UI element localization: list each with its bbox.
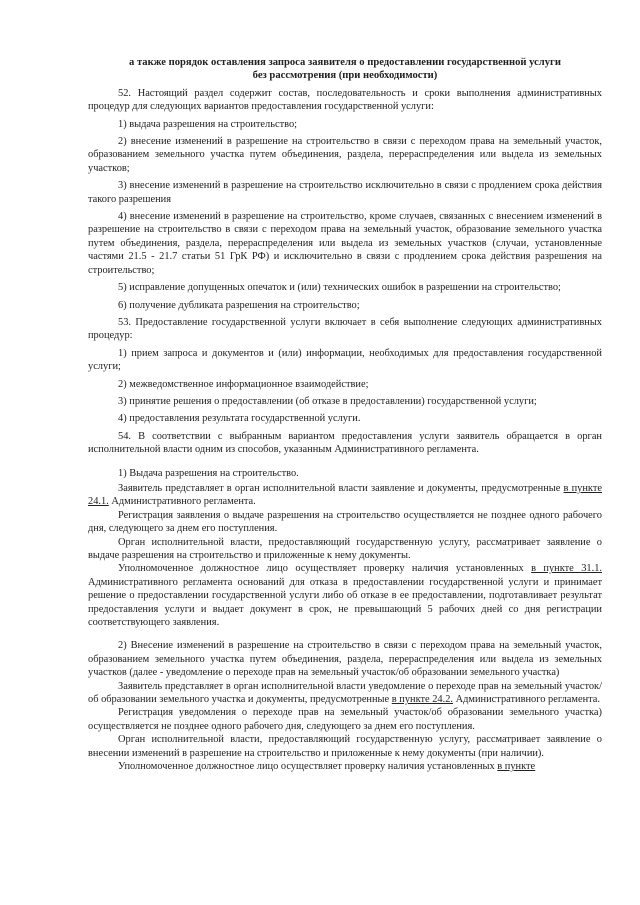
- paragraph-52: 52. Настоящий раздел содержит состав, последовательность и сроки выполнения административных процедур для следующих вариантов предоставления государственной услуги:: [88, 87, 602, 113]
- text: Административного регламента оснований для отказа в предоставлении государственной услуги и принимает решение о предоставлении государственной услуги либо об отказе в ее предоставлении, подготавливает результат предоставления услуги и выдает документ в срок, не превышающий 5 рабочих дней со дня регистрации соответствующего заявления.: [88, 576, 602, 629]
- variant-2: 2) внесение изменений в разрешение на строительство в связи с переходом права на земельный участок, образованием земельного участка путем объединения, раздела, перераспределения или выдела из земельных участков;: [88, 136, 602, 174]
- section-heading-line-2: без рассмотрения (при необходимости): [252, 70, 438, 82]
- text: Уполномоченное должностное лицо осуществляет проверку наличия установленных: [118, 761, 498, 773]
- link-item-24-1[interactable]: в пункте 24.1.: [88, 482, 602, 508]
- subsection-2-paragraph-1: [88, 680, 602, 707]
- procedure-2: 2) межведомственное информационное взаимодействие;: [118, 378, 369, 390]
- subsection-2-title: 2) Внесение изменений в разрешение на строительство в связи с переходом права на земельный участок, образованием земельного участка путем объединения, раздела, перераспределения или выдела из земельных участков (далее - уведомление о переходе прав на земельный участок/об образовании земельного участка): [88, 640, 602, 679]
- subsection-2-paragraph-2: Регистрация уведомления о переходе прав на земельный участок/об образовании земельного участка) осуществляется не позднее одного рабочего дня, следующего за днем его поступления.: [88, 707, 602, 732]
- subsection-1-title: 1) Выдача разрешения на строительство.: [118, 467, 299, 479]
- section-heading-line-1: а также порядок оставления запроса заявителя о предоставлении государственной услуги: [129, 57, 561, 68]
- variant-1: 1) выдача разрешения на строительство;: [118, 118, 298, 130]
- link-item-continued[interactable]: в пункте: [497, 761, 536, 773]
- procedure-3: 3) принятие решения о предоставлении (об отказе в предоставлении) государственной услуги;: [118, 395, 537, 407]
- text: Заявитель представляет в орган исполнительной власти уведомление о переходе прав на земельный участок/об образовании земельного участка и документы, предусмотренные: [88, 680, 602, 706]
- subsection-1-paragraph-1: [88, 482, 602, 509]
- paragraph-53: 53. Предоставление государственной услуги включает в себя выполнение следующих административных процедур:: [88, 316, 602, 342]
- procedure-1: 1) прием запроса и документов и (или) информации, необходимых для предоставления государственной услуги;: [88, 347, 602, 373]
- subsection-1-paragraph-2: Регистрация заявления о выдаче разрешения на строительство осуществляется не позднее одного рабочего дня, следующего за днем его поступления.: [88, 509, 602, 535]
- text: Заявитель представляет в орган исполнительной власти заявление и документы, предусмотренные: [118, 482, 564, 494]
- variant-4: 4) внесение изменений в разрешение на строительство, кроме случаев, связанных с внесением изменений в разрешение на строительство в связи с переходом права на земельный участок, образование земельного участка путем объединения, раздела, перераспределения или выдела из земельных участков (случаи, установленные частями 21.5 - 21.7 статьи 51 ГрК РФ) и исключительно в связи с продлением срока действия разрешения на строительство;: [88, 211, 602, 276]
- variant-5: 5) исправление допущенных опечаток и (или) технических ошибок в разрешении на строительство;: [118, 282, 561, 294]
- paragraph-54: 54. В соответствии с выбранным вариантом предоставления услуги заявитель обращается в орган исполнительной власти одним из способов, указанным Административного регламента.: [88, 430, 602, 456]
- link-item-24-2[interactable]: в пункте 24.2.: [391, 694, 454, 706]
- variant-6: 6) получение дубликата разрешения на строительство;: [118, 299, 360, 311]
- subsection-1-paragraph-4: [88, 562, 602, 629]
- subsection-2-paragraph-3: Орган исполнительной власти, предоставляющий государственную услугу, рассматривает заявление о внесении изменений в разрешение на строительство и приложенные к нему документы (при наличии).: [88, 734, 602, 759]
- text: Административного регламента.: [453, 694, 601, 706]
- text: Уполномоченное должностное лицо осуществляет проверку наличия установленных: [118, 563, 532, 575]
- subsection-1-paragraph-3: Орган исполнительной власти, предоставляющий государственную услугу, рассматривает заявление о выдаче разрешения на строительство и приложенные к нему документы.: [88, 536, 602, 561]
- text: Административного регламента.: [108, 496, 256, 508]
- section-heading: [88, 56, 602, 83]
- link-item-31-1[interactable]: в пункте 31.1.: [531, 563, 602, 575]
- variant-3: 3) внесение изменений в разрешение на строительство исключительно в связи с продлением срока действия такого разрешения: [88, 180, 602, 205]
- document-page: [88, 56, 602, 774]
- procedure-4: 4) предоставления результата государственной услуги.: [118, 413, 361, 425]
- subsection-2-paragraph-4: [88, 760, 602, 773]
